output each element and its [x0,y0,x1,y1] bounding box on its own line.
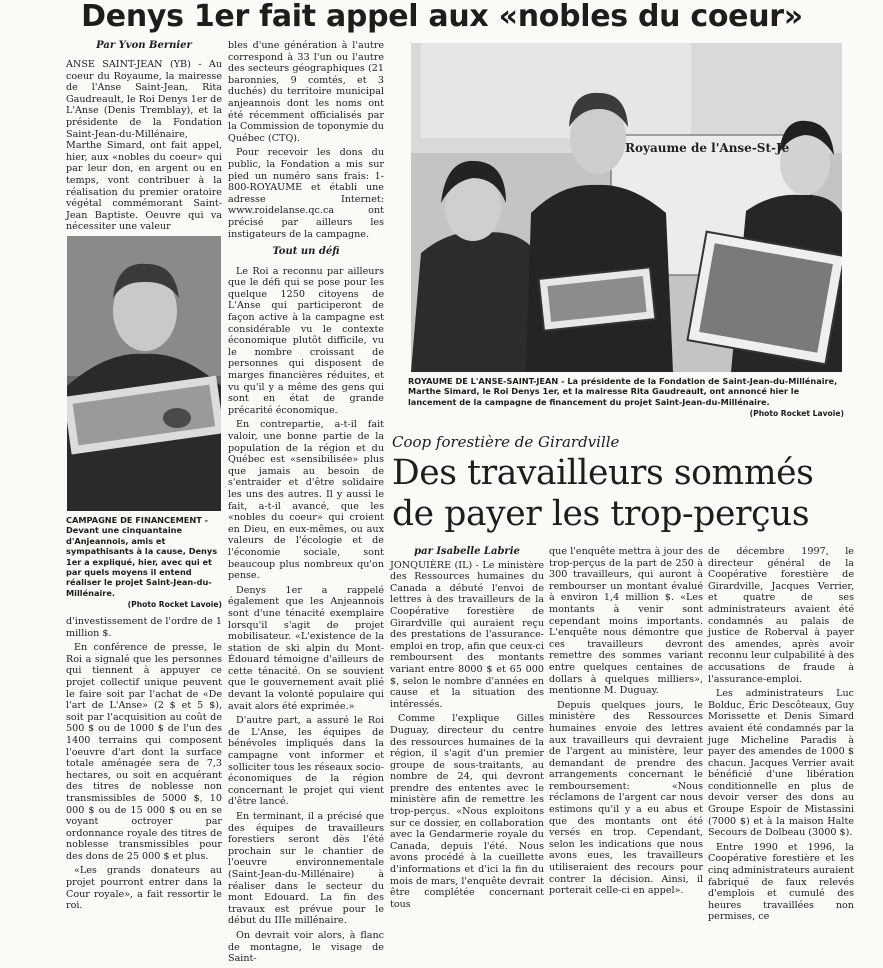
paragraph: que l'enquête mettra à jour des trop-perçus de la part de 250 à 300 travailleurs, qui auront à rembourser un montant évalué à environ 1,4 million $. «Les montants à venir sont cependant moins importants. L'enquête nous démontre que ces travailleurs devront remettre des sommes variant entre quelques centaines de dollars à quelques milliers», mentionne M. Duguay. [549,546,703,697]
paragraph: d'investissement de l'ordre de 1 million $. [66,616,222,639]
paragraph: JONQUIÈRE (IL) - Le ministère des Ressources humaines du Canada a débuté l'envoi de lettres à des travailleurs de la Coopérative forestière de Girardville qui auraient reçu des prestations de l'assurance-emploi en trop, afin que ceux-ci remboursent des montants variant entre 8000 $ et 65 000 $, selon le nombre d'années en cause et la situation des intéressés. [390,559,544,710]
photo-credit: (Photo Rocket Lavoie) [749,409,844,418]
subheading: Tout un défi [272,246,340,258]
article-column-2 [228,40,384,968]
byline: par Isabelle Labrie [414,546,520,557]
paragraph: Comme l'explique Gilles Duguay, directeur du centre des ressources humaines de la région, il s'agit d'un premier groupe de sous-traitants, au nombre de 24, qui devront prendre des ententes avec le ministère afin de remettre les trop-perçus. «Nous exploitons sur ce dossier, en collaboration avec la Gendarmerie royale du Canada, depuis l'été. Nous avons procédé à la cueillette d'informations et d'ici la fin du mois de mars, l'enquête devrait être complétée concernant tous [390,713,544,910]
paragraph: Entre 1990 et 1996, la Coopérative forestière et les cinq administrateurs auraient fabriqué de faux relevés d'emplois et cumulé des heures travaillées non permises, ce [708,841,854,923]
article-2-column-2 [549,546,703,900]
article-2-column-1 [390,546,544,913]
photo-credit: (Photo Rocket Lavoie) [127,600,222,609]
paragraph: On devrait voir alors, à flanc de montagne, le visage de Saint- [228,929,384,965]
paragraph: En contrepartie, a-t-il fait valoir, une bonne partie de la population de la région et du Québec est «sensibilisée» plus que jamais au besoin de s'entraider et d'être solidaire les uns des autres. Il y aussi le fait, a-t-il avancé, que les «nobles du coeur» qui croient en Dieu, en eux-mêmes, ou aux valeurs de l'écologie et de l'économie sociale, sont beaucoup plus nombreux qu'on pense. [228,419,384,582]
paragraph: «Les grands donateurs au projet pourront entrer dans la Cour royale», a fait ressortir le roi. [66,865,222,912]
group-photo-image [411,43,842,372]
paragraph: D'autre part, a assuré le Roi de L'Anse, les équipes de bénévoles impliqués dans la campagne vont informer et solliciter tous les réseaux socio-économiques de la région concernant le projet qui vient d'être lancé. [228,715,384,808]
article-headline: Denys 1er fait appel aux «nobles du coeur» [81,0,803,34]
paragraph: de décembre 1997, le directeur général de la Coopérative forestière de Girardville, Jacques Verrier, et quatre de ses administrateurs avaient été condamnés au palais de justice de Roberval à payer des amendes, après avoir reconnu leur culpabilité à des accusations de fraude à l'assurance-emploi. [708,546,854,685]
article-column-1-continued [66,616,222,915]
paragraph: En conférence de presse, le Roi a signalé que les personnes qui tiennent à appuyer ce projet collectif unique peuvent le faire soit par l'achat de «De l'art de L'Anse» (2 $ et 5 $), soit par l'acquisition au coût de 500 $ ou de 1000 $ de l'un des 1400 terrains qui composent l'oeuvre d'art dont la surface totale aménagée sera de 7,3 hectares, ou soit en acquérant des titres de noblesse non transmissibles de 5000 $, 10 000 $ ou de 15 000 $ ou en se voyant octroyer par ordonnance royale des titres de noblesse transmissibles pour des dons de 25 000 $ et plus. [66,642,222,862]
paragraph: Depuis quelques jours, le ministère des Ressources humaines envoie des lettres aux travailleurs qui devraient de l'argent au ministère, leur demandant de prendre des arrangements concernant le remboursement: «Nous réclamons de l'argent car nous estimons qu'il y a eu abus et que des montants ont été versés en trop. Cependant, selon les indications que nous avons eues, les travailleurs utiliseraient des recours pour contrer la décision. Ainsi, il porterait celle-ci en appel». [549,699,703,897]
paragraph: Denys 1er a rappelé également que les Anjeannois sont d'une ténacité exemplaire lorsqu'il s'agit de projet mobilisateur. «L'existence de la station de ski alpin du Mont-Édouard témoigne d'ailleurs de cette ténacité. On se souvient que le gouvernement avait plié devant la volonté populaire qui avait alors été exprimée.» [228,584,384,712]
photo-caption: CAMPAGNE DE FINANCEMENT - Devant une cinquantaine d'Anjeannois, amis et sympathisants à la cause, Denys 1er a expliqué, hier, avec qui et par quels moyens il entend réaliser le projet Saint-Jean-du-Millénaire. [66,515,218,598]
paragraph: Pour recevoir les dons du public, la Fondation a mis sur pied un numéro sans frais: 1-800-ROYAUME et établi une adresse Internet: www.roidelanse.qc.ca ont précisé par ailleurs les instigateurs de la campagne. [228,147,384,240]
photo-king-portrait [67,236,221,511]
paragraph: ANSE SAINT-JEAN (YB) - Au coeur du Royaume, la mairesse de l'Anse Saint-Jean, Rita Gaudreault, le Roi Denys 1er de L'Anse (Denis Tremblay), et la présidente de la Fondation Saint-Jean-du-Millénaire, Marthe Simard, ont fait appel, hier, aux «nobles du coeur» qui par leur don, en argent ou en temps, vont contribuer à la réalisation du premier oratoire végétal commémorant Saint-Jean Baptiste. Oeuvre qui va nécessiter une valeur [66,59,222,233]
article-column-1 [66,40,222,236]
paragraph: Les administrateurs Luc Bolduc, Éric Descôteaux, Guy Morissette et Denis Simard avaient été condamnés par la juge Micheline Paradis à payer des amendes de 1000 $ chacun. Jacques Verrier avait bénéficié d'une libération conditionnelle en plus de devoir verser des dons au Groupe Espoir de Mistassini (7000 $) et à la maison Halte Secours de Dolbeau (3000 $). [708,688,854,839]
photo-caption: ROYAUME DE L'ANSE-SAINT-JEAN - La présidente de la Fondation de Saint-Jean-du-Millénaire, Marthe Simard, le Roi Denys 1er, et la mairesse Rita Gaudreault, ont annoncé hier le lancement de la campagne de financement du projet Saint-Jean-du-Millénaire. [408,376,838,407]
king-portrait-image [67,236,221,511]
byline: Par Yvon Bernier [96,40,192,51]
paragraph: En terminant, il a précisé que des équipes de travailleurs forestiers seront dès l'été prochain sur le chantier de l'oeuvre environnementale (Saint-Jean-du-Millénaire) à réaliser dans le secteur du mont Edouard. La fin des travaux est prévue pour le début du IIIe millénaire. [228,811,384,927]
article-headline-line1: Des travailleurs sommés [392,453,814,493]
article-2-column-3 [708,546,854,926]
article-kicker: Coop forestière de Girardville [392,433,620,451]
photo-three-people [411,43,842,372]
paragraph: Le Roi a reconnu par ailleurs que le défi qui se pose pour les quelque 1250 citoyens de L'Anse qui participeront de façon active à la campagne est considérable vu le contexte économique plutôt difficile, vu le nombre croissant de personnes qui disposent de marges financières réduites, et vu qu'il y a même des gens qui sont en état de grande précarité économique. [228,265,384,416]
royaume-sign: Royaume de l'Anse-St-Je [625,141,790,155]
article-headline-line2: de payer les trop-perçus [392,494,810,534]
paragraph: bles d'une génération à l'autre correspond à 33 l'un ou l'autre des secteurs géographiques (21 baronnies, 9 comtés, et 3 duchés) du territoire municipal anjeannois dont les noms ont été récemment officialisés par la Commission de toponymie du Québec (CTQ). [228,40,384,144]
